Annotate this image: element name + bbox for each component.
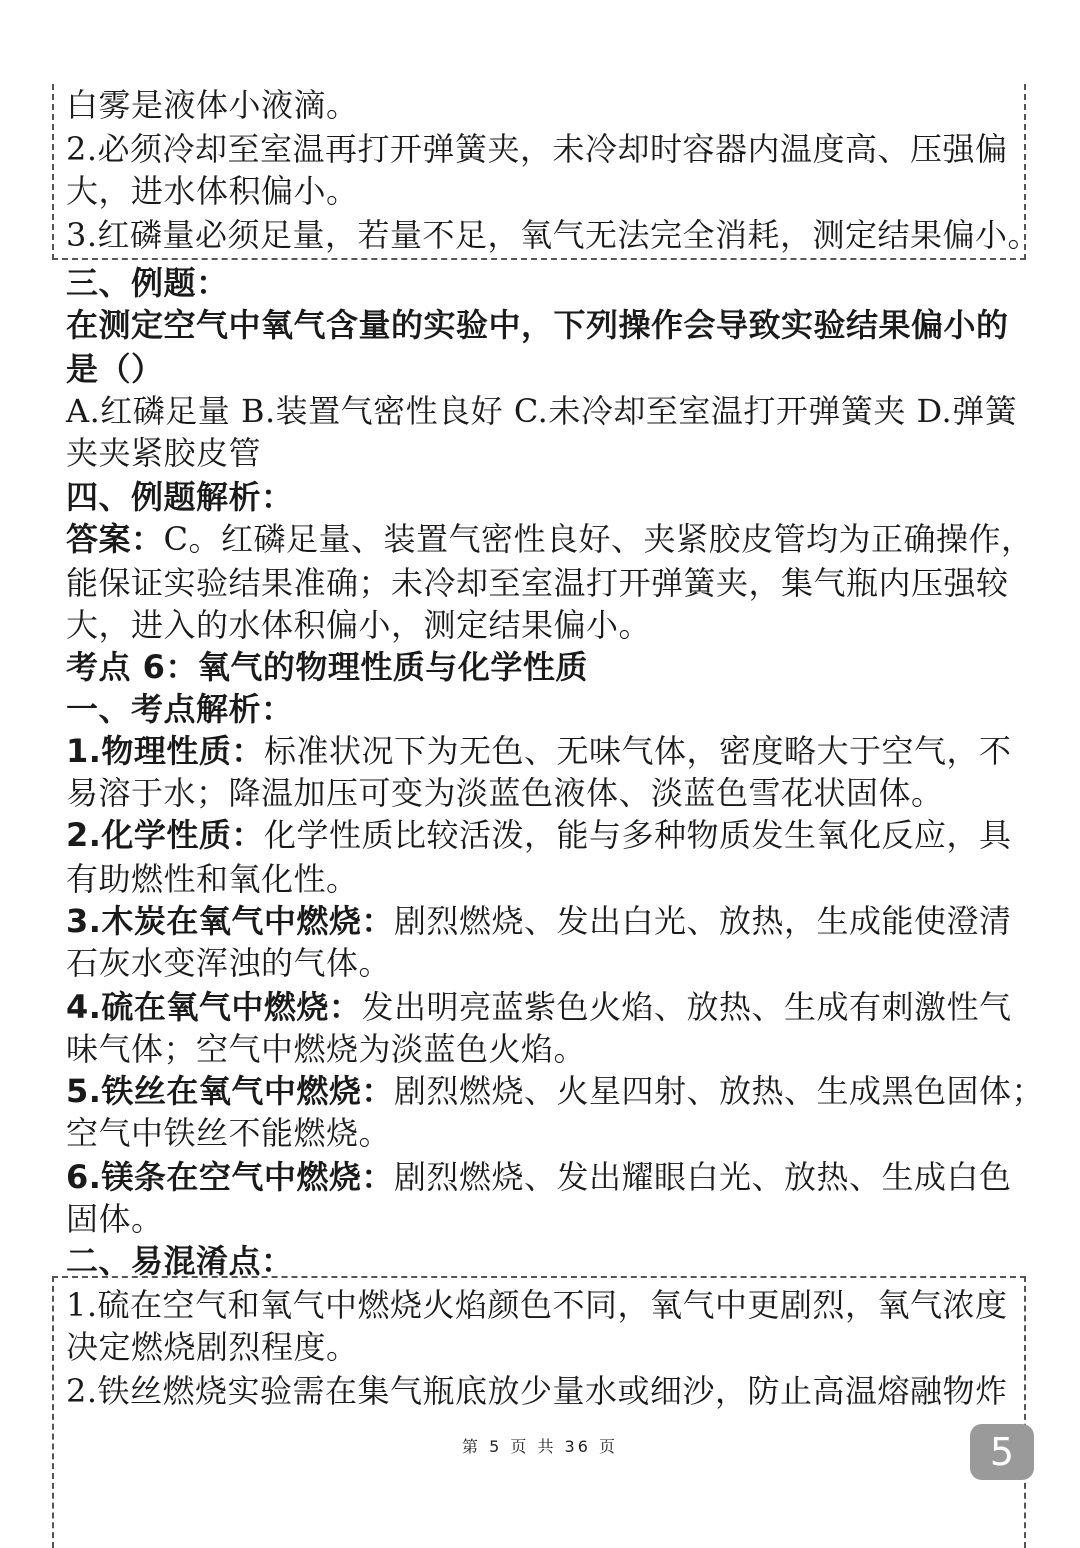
property-text: 剧烈燃烧、火星四射、放热、生成黑色固体； (393, 1072, 1044, 1110)
section-heading: 二、易混淆点： (66, 1242, 294, 1280)
property-label: 6.镁条在空气中燃烧： (66, 1158, 394, 1196)
property-text: 标准状况下为无色、无味气体，密度略大于空气，不 (263, 732, 1012, 770)
example-question-line: 在测定空气中氧气含量的实验中，下列操作会导致实验结果偏小的 (66, 306, 1009, 344)
property-line: 味气体；空气中燃烧为淡蓝色火焰。 (66, 1030, 587, 1068)
example-heading: 三、例题： (66, 264, 229, 302)
topic-title: 考点 6：氧气的物理性质与化学性质 (66, 648, 588, 686)
property-label: 5.铁丝在氧气中燃烧： (66, 1072, 394, 1110)
answer-line: 大，进入的水体积偏小，测定结果偏小。 (66, 606, 652, 644)
answer-text: C。红磷足量、装置气密性良好、夹紧胶皮管均为正确操作， (163, 520, 1034, 558)
property-label: 2.化学性质： (66, 816, 264, 854)
answer-line: 能保证实验结果准确；未冷却至室温打开弹簧夹，集气瓶内压强较 (66, 564, 1009, 602)
note-line: 2.必须冷却至室温再打开弹簧夹，未冷却时容器内温度高、压强偏 (66, 130, 1008, 168)
note-line: 白雾是液体小液滴。 (66, 86, 359, 124)
property-item (66, 986, 1016, 1028)
property-label: 1.物理性质： (66, 732, 264, 770)
property-line: 空气中铁丝不能燃烧。 (66, 1114, 392, 1152)
note-line: 大，进水体积偏小。 (66, 172, 359, 210)
example-question-line: 是（） (66, 350, 164, 388)
property-label: 3.木炭在氧气中燃烧： (66, 902, 394, 940)
property-text: 化学性质比较活泼，能与多种物质发生氧化反应，具 (263, 816, 1012, 854)
property-item (66, 730, 1016, 772)
property-line: 易溶于水；降温加压可变为淡蓝色液体、淡蓝色雪花状固体。 (66, 774, 944, 812)
property-line: 有助燃性和氧化性。 (66, 860, 359, 898)
property-item (66, 1070, 1044, 1112)
property-text: 剧烈燃烧、发出耀眼白光、放热、生成白色 (393, 1158, 1012, 1196)
note-line: 2.铁丝燃烧实验需在集气瓶底放少量水或细沙，防止高温熔融物炸 (66, 1372, 1008, 1410)
answer-line (66, 518, 1034, 560)
property-line: 固体。 (66, 1200, 164, 1238)
example-options-line: 夹夹紧胶皮管 (66, 434, 262, 472)
note-line: 决定燃烧剧烈程度。 (66, 1328, 359, 1366)
answer-label: 答案： (66, 520, 164, 558)
property-line: 石灰水变浑浊的气体。 (66, 944, 392, 982)
note-line: 3.红磷量必须足量，若量不足，氧气无法完全消耗，测定结果偏小。 (66, 216, 1041, 254)
property-item (66, 900, 1016, 942)
property-text: 发出明亮蓝紫色火焰、放热、生成有刺激性气 (361, 988, 1012, 1026)
example-options-line: A.红磷足量 B.装置气密性良好 C.未冷却至室温打开弹簧夹 D.弹簧 (66, 392, 1018, 430)
note-line: 1.硫在空气和氧气中燃烧火焰颜色不同，氧气中更剧烈，氧气浓度 (66, 1286, 1008, 1324)
property-item (66, 814, 1016, 856)
page-footer: 第 5 页 共 36 页 (462, 1437, 618, 1456)
section-heading: 一、考点解析： (66, 690, 294, 728)
property-text: 剧烈燃烧、发出白光、放热，生成能使澄清 (393, 902, 1012, 940)
analysis-heading: 四、例题解析： (66, 478, 294, 516)
page-number-badge: 5 (970, 1424, 1034, 1480)
property-item (66, 1156, 1016, 1198)
property-label: 4.硫在氧气中燃烧： (66, 988, 362, 1026)
